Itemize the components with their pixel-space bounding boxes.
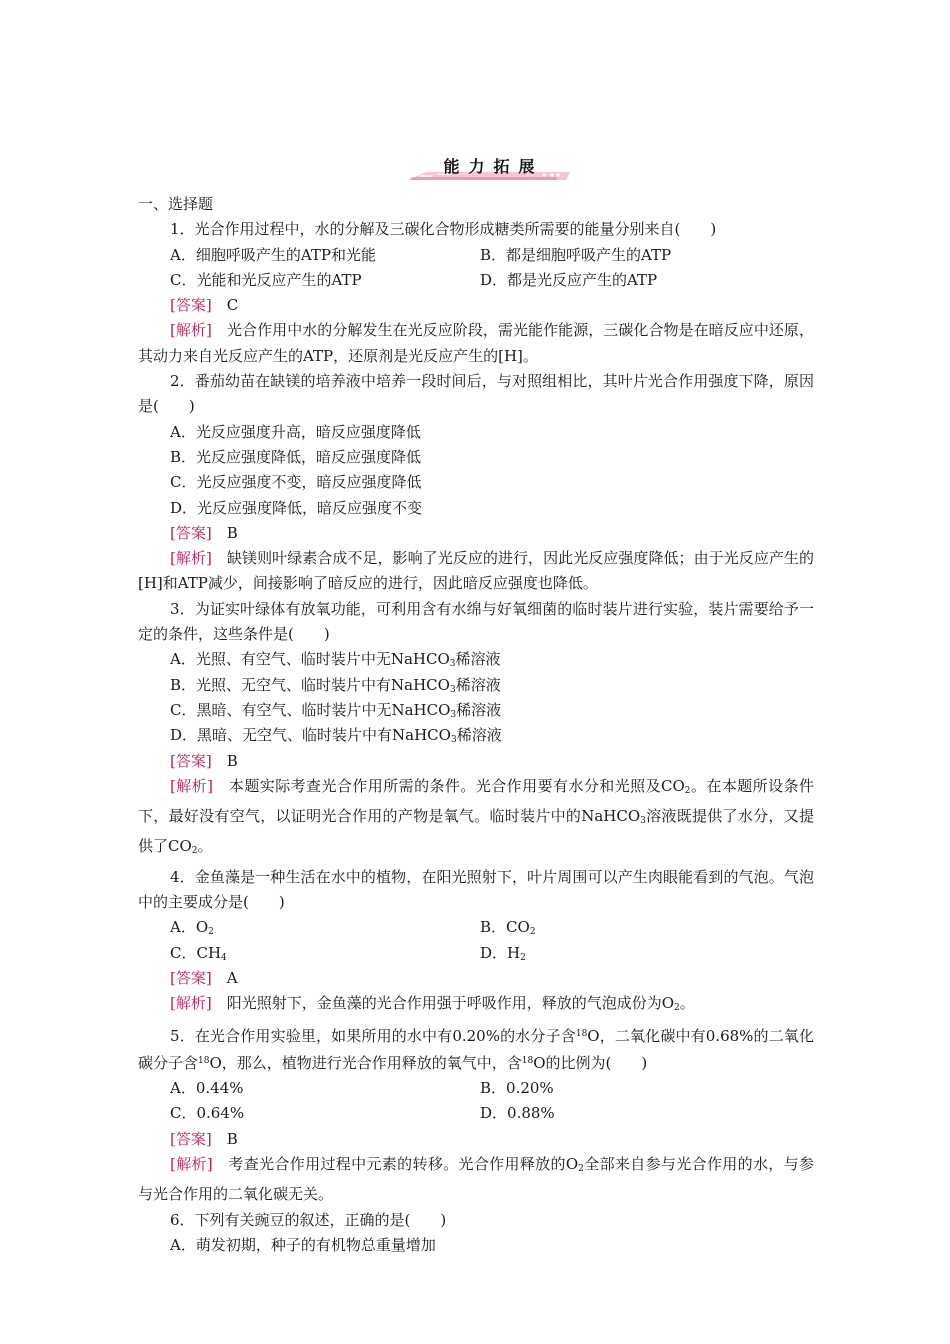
- answer-value: B: [226, 523, 238, 542]
- option-text: 稀溶液: [455, 650, 501, 669]
- section-heading: 一、选择题: [138, 195, 214, 213]
- subscript: 2: [520, 952, 526, 963]
- option-a: A．萌发初期，种子的有机物总重量增加: [170, 1235, 436, 1254]
- question-4-stem: 4．金鱼藻是一种生活在水中的植物，在阳光照射下，叶片周围可以产生肉眼能看到的气泡。气泡中的主要成分是( ): [138, 867, 814, 912]
- option-a: A．光反应强度升高，暗反应强度降低: [170, 422, 421, 441]
- superscript: 18: [575, 1028, 588, 1039]
- stem-text: O，二氧化碳中有0.68%的二氧化碳分子含: [138, 1026, 814, 1072]
- subscript: 3: [450, 735, 457, 746]
- answer-value: C: [226, 296, 239, 315]
- option-b: [138, 673, 814, 698]
- option-text: 稀溶液: [456, 726, 502, 745]
- answer-label: [答案]: [170, 968, 212, 987]
- option-b: B．光反应强度降低，暗反应强度降低: [170, 447, 422, 466]
- option-a: A．0.44%: [170, 1079, 244, 1098]
- option-d: D．光反应强度降低，暗反应强度不变: [170, 498, 423, 517]
- subscript: 2: [684, 785, 691, 796]
- question-3-stem: 3．为证实叶绿体有放氧功能，可利用含有水绵与好氧细菌的临时装片进行实验，装片需要给予一定的条件，这些条件是( ): [138, 599, 814, 644]
- option-d: [138, 723, 814, 748]
- analysis-text: 阳光照射下，金鱼藻的光合作用强于呼吸作用，释放的气泡成份为O: [226, 994, 675, 1013]
- option-text: 稀溶液: [456, 700, 502, 719]
- question-1-options-row-2: [138, 268, 814, 293]
- answer-value: A: [226, 968, 238, 987]
- analysis-label: [解析]: [170, 776, 214, 795]
- question-4-analysis: [138, 991, 814, 1021]
- analysis-label: [解析]: [170, 994, 212, 1013]
- option-text: B．光照、无空气、临时装片中有NaHCO: [170, 675, 450, 694]
- analysis-text: 本题实际考查光合作用所需的条件。光合作用要有水分和光照及CO: [228, 776, 685, 795]
- answer-label: [答案]: [170, 751, 212, 770]
- option-d: D．都是光反应产生的ATP: [480, 270, 658, 289]
- option-a: [170, 915, 480, 940]
- option-text: C．黑暗、有空气、临时装片中无NaHCO: [170, 700, 451, 719]
- option-text: A．O: [170, 918, 209, 937]
- question-4-options-row-2: [138, 941, 814, 966]
- option-text: 稀溶液: [455, 675, 501, 694]
- answer-label: [答案]: [170, 1129, 212, 1148]
- option-b: B．都是细胞呼吸产生的ATP: [480, 245, 672, 264]
- question-1-answer: [138, 293, 814, 318]
- question-4-options-row-1: [138, 915, 814, 940]
- option-a: [138, 647, 814, 672]
- option-d: D．0.88%: [480, 1104, 555, 1123]
- answer-label: [答案]: [170, 296, 212, 315]
- option-text: B．CO: [480, 918, 530, 937]
- option-text: D．黑暗、无空气、临时装片中有NaHCO: [170, 726, 451, 745]
- subscript: 2: [529, 927, 536, 938]
- subscript: 2: [191, 846, 198, 857]
- answer-value: B: [226, 1129, 238, 1148]
- analysis-label: [解析]: [170, 321, 212, 340]
- analysis-text: 溶液既提供了水分，又提供了CO: [138, 807, 814, 856]
- superscript: 18: [521, 1055, 534, 1066]
- question-5-analysis: [138, 1152, 814, 1208]
- subscript: 3: [640, 816, 646, 827]
- subscript: 2: [674, 1003, 680, 1014]
- subscript: 3: [449, 659, 456, 670]
- question-3-answer: [138, 749, 814, 774]
- stem-text: O的比例为( ): [533, 1053, 648, 1072]
- stem-text: O，那么，植物进行光合作用释放的氧气中，含: [209, 1053, 522, 1072]
- question-2-analysis: [138, 546, 814, 597]
- option-b: B．0.20%: [480, 1079, 554, 1098]
- question-list: [138, 192, 814, 1258]
- subscript: 3: [450, 709, 457, 720]
- analysis-label: [解析]: [170, 549, 212, 568]
- title-banner: [408, 150, 570, 184]
- stem-text: 5．在光合作用实验里，如果所用的水中有0.20%的水分子含: [170, 1026, 576, 1045]
- option-b: [480, 915, 536, 940]
- option-d: [480, 941, 526, 966]
- question-5-answer: [138, 1127, 814, 1152]
- option-c: C．光反应强度不变，暗反应强度降低: [170, 473, 422, 492]
- question-5-stem: [138, 1022, 814, 1077]
- analysis-text: 全部来自参与光合作用的水，与参与光合作用的二氧化碳无关。: [138, 1154, 814, 1204]
- analysis-text: 缺镁则叶绿素合成不足，影响了光反应的进行，因此光反应强度降低；由于光反应产生的[H]和ATP减少，间接影响了暗反应的进行，因此暗反应强度也降低。: [138, 549, 814, 593]
- option-c: [170, 941, 480, 966]
- question-5-options-row-2: [138, 1101, 814, 1126]
- option-text: A．光照、有空气、临时装片中无NaHCO: [170, 650, 450, 669]
- subscript: 4: [221, 952, 227, 963]
- analysis-text: 。: [197, 837, 213, 856]
- option-c: C．0.64%: [170, 1104, 245, 1123]
- question-1-stem: 1．光合作用过程中，水的分解及三碳化合物形成糖类所需要的能量分别来自( ): [170, 220, 717, 239]
- option-c: [138, 698, 814, 723]
- analysis-text: 。在本题所设条件下，最好没有空气，以证明光合作用的产物是氧气。临时装片中的NaHCO: [138, 776, 814, 826]
- analysis-text: 光合作用中水的分解发生在光反应阶段，需光能作能源，三碳化合物是在暗反应中还原，其动力来自光反应产生的ATP，还原剂是光反应产生的[H]。: [138, 321, 814, 365]
- superscript: 18: [198, 1055, 210, 1066]
- subscript: 3: [449, 684, 456, 695]
- option-c: C．光能和光反应产生的ATP: [170, 270, 362, 289]
- question-2-answer: [138, 521, 814, 546]
- subscript: 2: [578, 1163, 584, 1174]
- answer-value: B: [226, 751, 238, 770]
- question-4-answer: [138, 966, 814, 991]
- question-5-options-row-1: [138, 1076, 814, 1101]
- question-2-stem: 2．番茄幼苗在缺镁的培养液中培养一段时间后，与对照组相比，其叶片光合作用强度下降，原因是( ): [138, 372, 814, 416]
- analysis-text: 考查光合作用过程中元素的转移。光合作用释放的O: [228, 1154, 579, 1173]
- option-text: D．H: [480, 943, 521, 962]
- question-3-analysis: [138, 774, 814, 865]
- subscript: 2: [208, 927, 214, 938]
- option-text: C．CH: [170, 943, 222, 962]
- question-1-options-row-1: [138, 243, 814, 268]
- page-title: 能力拓展: [443, 157, 544, 176]
- option-a: A．细胞呼吸产生的ATP和光能: [170, 245, 376, 264]
- analysis-label: [解析]: [170, 1154, 213, 1173]
- question-6-stem: 6．下列有关豌豆的叙述，正确的是( ): [170, 1210, 447, 1229]
- analysis-text: 。: [679, 994, 695, 1013]
- question-1-analysis: [138, 318, 814, 369]
- answer-label: [答案]: [170, 523, 212, 542]
